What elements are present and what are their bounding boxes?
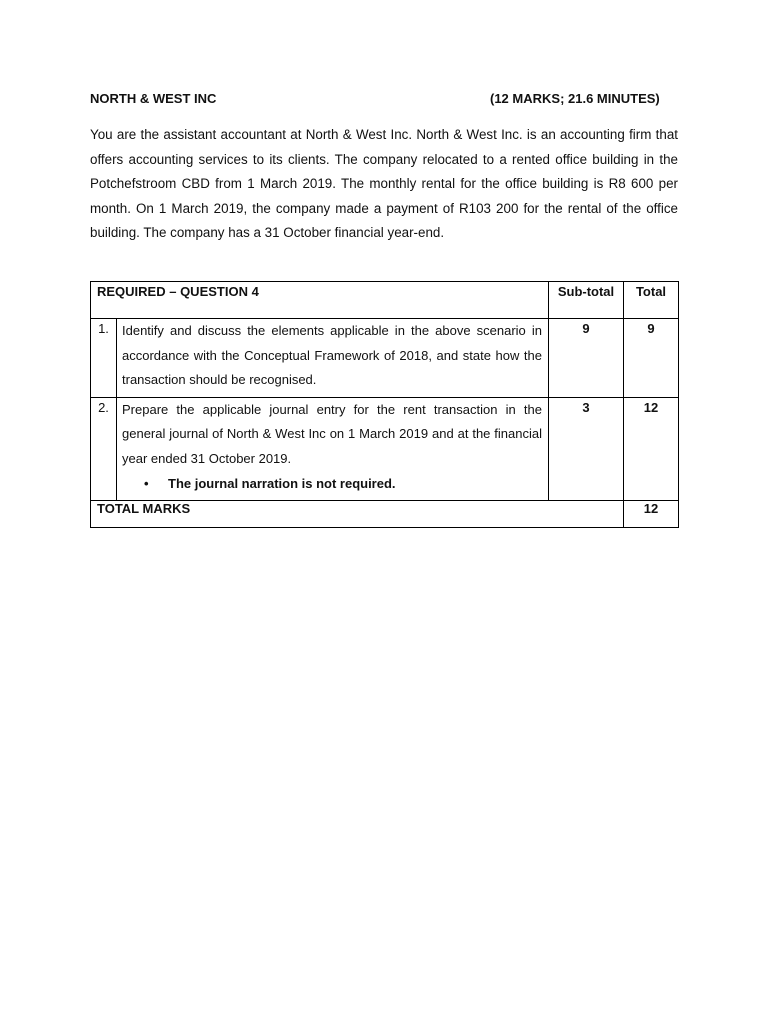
- row-total: 9: [624, 319, 679, 398]
- row-subtotal: 3: [549, 397, 624, 500]
- question-heading: [90, 91, 678, 111]
- total-marks-row: [91, 500, 679, 527]
- total-marks-label: TOTAL MARKS: [91, 500, 624, 527]
- row-subtotal: 9: [549, 319, 624, 398]
- row-description: Identify and discuss the elements applicable in the above scenario in accordance with the Conceptual Framework of 2018, and state how the transaction should be recognised.: [117, 319, 549, 398]
- marks-heading: (12 MARKS; 21.6 MINUTES): [490, 91, 660, 106]
- row-description: Prepare the applicable journal entry for the rent transaction in the general journal of North & West Inc on 1 March 2019 and at the financial year ended 31 October 2019.: [122, 401, 542, 466]
- total-header: Total: [624, 282, 679, 319]
- bullet-icon: •: [144, 475, 149, 491]
- required-table: [90, 281, 679, 528]
- total-marks-value: 12: [624, 500, 679, 527]
- company-heading: NORTH & WEST INC: [90, 91, 217, 106]
- subtotal-header: Sub-total: [549, 282, 624, 319]
- table-title: REQUIRED – QUESTION 4: [91, 282, 549, 319]
- row-total: 12: [624, 397, 679, 500]
- row-number: 2.: [91, 397, 117, 500]
- table-row: [91, 397, 679, 500]
- document-page: [90, 91, 678, 516]
- bullet-text: The journal narration is not required.: [168, 475, 396, 491]
- row-number: 1.: [91, 319, 117, 398]
- table-row: [91, 319, 679, 398]
- scenario-paragraph: You are the assistant accountant at North & West Inc. North & West Inc. is an accounting firm that offers accounting services to its clients. The company relocated to a rented office building in the Potchefstroom CBD from 1 March 2019. The monthly rental for the office building is R8 600 per month. On 1 March 2019, the company made a payment of R103 200 for the rental of the office building. The company has a 31 October financial year-end.: [90, 127, 678, 241]
- table-header-row: [91, 282, 679, 319]
- bullet-note: [122, 472, 542, 496]
- row-description-cell: [117, 397, 549, 500]
